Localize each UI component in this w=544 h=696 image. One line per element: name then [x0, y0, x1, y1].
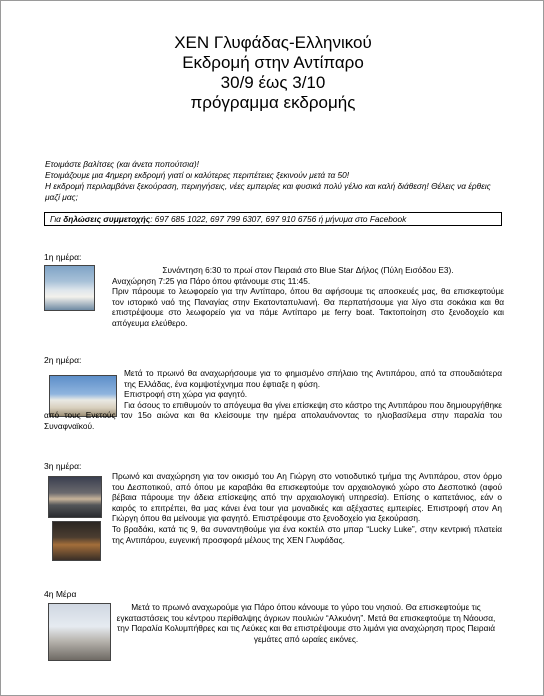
contact-box: [44, 212, 502, 226]
day-2-p2: Επιστροφή στη χώρα για φαγητό.: [124, 389, 248, 400]
day-3-p2: Το βραδάκι, κατά τις 9, θα συναντηθούμε για ένα κοκτέιλ στο μπαρ “Lucky Luke”, στην κεντρική πλατεία της Αντιπάρου, ευγενική προσφορά μέλους της ΧΕΝ Γλυφάδας.: [112, 523, 502, 545]
day-3-text: [112, 471, 502, 545]
day-1-heading: 1η ημέρα:: [44, 252, 82, 262]
day-1-photo: [44, 265, 95, 311]
intro-line-1: Ετοιμάστε βαλίτσες (και άνετα ποπούτσια)!: [45, 159, 199, 169]
day-3-photo-top: [48, 476, 102, 518]
title-line-trip: Εκδρομή στην Αντίπαρο: [182, 53, 364, 72]
day-1-meeting: Συνάντηση 6:30 το πρωί στον Πειραιά στο Blue Star Δήλος (Πύλη Εισόδου Ε3).: [162, 265, 454, 275]
day-4-text: [110, 602, 502, 644]
day-2-p1: Μετά το πρωινό θα αναχωρήσουμε για το φημισμένο σπήλαιο της Αντιπάρου, από τα σπουδαιότερα της Ελλάδας, ένα κομψοτέχνημα που έφτιαξε η φύση.: [124, 368, 502, 389]
day-2-p3: Για όσους το επιθυμούν το απόγευμα θα γίνει επίσκεψη στο κάστρο της Αντιπάρου που δημιουργήθηκε από τους Ενετούς τον 15ο αιώνα και θα κλείσουμε την ημέρα απολαυάνοντας το ηλιοβασίλεμα στην παραλία του Συναφναϊκού.: [44, 399, 502, 431]
day-4-heading: 4η Μέρα: [44, 589, 77, 599]
intro-line-3: Η εκδρομή περιλαμβάνει ξεκούραση, περιηγήσεις, νέες εμπειρίες και φυσικά πολύ γέλιο και καλή διάθεση! Θέλεις να έρθεις μαζί μας;: [45, 181, 491, 202]
day-3-p1: Πρωινό και αναχώρηση για τον οικισμό του Αη Γιώργη στο νοτιοδυτικό τμήμα της Αντιπάρου, στον όρμο του Δεσποτικού, από όπου με καραβάκι θα επισκεφτούμε τον αρχαιολογικό χώρο στο Δεσποτικό (αφού βέβαια πάρουμε την άδεια επίσκεψης από την αρχαιολογική υπηρεσία). Επίσης ο καπετάνιος, εάν ο καιρός το επιτρέπει, θα μας κάνει ένα tour για μοναδικές και αξέχαστες εμπειρίες. Επιστροφή στον Αη Γιώργη όπου θα μείνουμε για φαγητό. Επιστρέφουμε στο ξενοδοχείο για ξεκούραση.: [112, 471, 502, 524]
day-2-text: [44, 368, 502, 432]
title-line-dates: 30/9 έως 3/10: [220, 73, 326, 92]
title-line-club: ΧΕΝ Γλυφάδας-Ελληνικού: [174, 33, 372, 52]
day-1-text: [112, 265, 504, 329]
day-1-departure: Αναχώρηση 7:25 για Πάρο όπου φτάνουμε στις 11:45.: [112, 275, 311, 286]
contact-bold: δηλώσεις συμμετοχής: [63, 214, 151, 224]
day-3-heading: 3η ημέρα:: [44, 461, 82, 471]
intro-line-2: Ετοιμάζουμε μια 4ημερη εκδρομή γιατί οι καλύτερες περιπέτειες ξεκινούν μετά τα 50!: [45, 170, 350, 180]
day-4-body: Μετά το πρωινό αναχωρούμε για Πάρο όπου κάνουμε το γύρο του νησιού. Θα επισκεφτούμε τις εγκαταστάσεις του κέντρου περίθαλψης άγριων πουλιών “Αλκυόνη”. Μετά θα επισκεφτούμε τη Νάουσα, την Παραλία Κολυμπήθρες και τις Λεύκες και θα επιστρέψουμε στο λιμάνι για αναχώρηση προς Πειραιά γεμάτες από ωραίες εικόνες.: [116, 602, 496, 644]
day-2-heading: 2η ημέρα:: [44, 355, 82, 365]
day-4-photo: [48, 603, 111, 661]
day-3-photo-bottom: [52, 521, 101, 561]
contact-numbers: : 697 685 1022, 697 799 6307, 697 910 6756 ή μήνυμα στο Facebook: [150, 214, 407, 224]
contact-prefix: Για: [50, 214, 64, 224]
title-line-program: πρόγραμμα εκδρομής: [190, 93, 356, 112]
day-1-body: Πριν πάρουμε το λεωφορείο για την Αντίπαρο, όπου θα αφήσουμε τις αποσκευές μας, θα επισκεφτούμε τον ιστορικό ναό της Παναγίας στην Εκατονταπυλιανή. Θα περπατήσουμε για λίγο στα σοκάκια και θα επιστρέψουμε στο λεωφορείο για να πάμε Αντίπαρο με ferry boat. Τακτοποίηση στο ξενοδοχείο και απόγευμα ελεύθερο.: [112, 286, 504, 328]
document-title: [1, 33, 544, 113]
intro-text: [45, 159, 501, 203]
